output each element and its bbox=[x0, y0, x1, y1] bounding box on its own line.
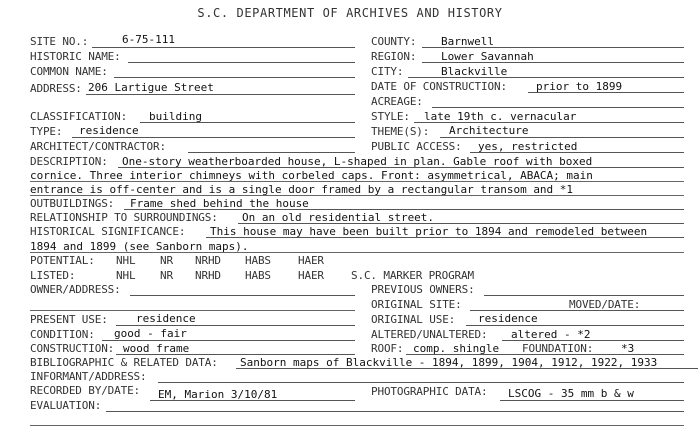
divider bbox=[502, 340, 684, 341]
divider bbox=[92, 47, 355, 48]
historic-name-label: HISTORIC NAME: bbox=[30, 50, 121, 63]
divider bbox=[238, 223, 684, 224]
divider bbox=[150, 400, 355, 401]
acreage-label: ACREAGE: bbox=[371, 95, 423, 108]
description-line-3: entrance is off-center and is a single door framed by a rectangular transom and *1 bbox=[30, 183, 574, 196]
divider bbox=[116, 325, 355, 326]
condition-value: good - fair bbox=[114, 327, 187, 340]
divider bbox=[30, 425, 684, 426]
date-of-construction-label: DATE OF CONSTRUCTION: bbox=[371, 80, 507, 93]
condition-label: CONDITION: bbox=[30, 328, 95, 341]
classification-label: CLASSIFICATION: bbox=[30, 110, 128, 123]
divider bbox=[422, 62, 684, 63]
moved-date-label: MOVED/DATE: bbox=[569, 298, 641, 311]
foundation-label: FOUNDATION: bbox=[522, 342, 594, 355]
divider bbox=[118, 167, 684, 168]
page-title: S.C. DEPARTMENT OF ARCHIVES AND HISTORY bbox=[197, 6, 503, 20]
architect-label: ARCHITECT/CONTRACTOR: bbox=[30, 140, 166, 153]
potential-nhl: NHL bbox=[116, 254, 136, 267]
listed-nr: NR bbox=[160, 269, 173, 282]
marker-program-label: S.C. MARKER PROGRAM bbox=[351, 269, 474, 282]
divider bbox=[484, 295, 684, 296]
bibliographic-label: BIBLIOGRAPHIC & RELATED DATA: bbox=[30, 356, 218, 369]
type-value: residence bbox=[79, 124, 139, 137]
divider bbox=[128, 62, 355, 63]
roof-label: ROOF: bbox=[371, 342, 404, 355]
outbuildings-label: OUTBUILDINGS: bbox=[30, 197, 115, 210]
site-no-label: SITE NO.: bbox=[30, 35, 89, 48]
listed-label: LISTED: bbox=[30, 269, 76, 282]
roof-value: comp. shingle bbox=[413, 342, 500, 355]
recorded-by-label: RECORDED BY/DATE: bbox=[30, 384, 141, 397]
outbuildings-value: Frame shed behind the house bbox=[130, 197, 309, 210]
divider bbox=[466, 325, 684, 326]
construction-value: wood frame bbox=[123, 342, 190, 355]
address-value: 206 Lartigue Street bbox=[88, 81, 214, 94]
common-name-label: COMMON NAME: bbox=[30, 65, 108, 78]
region-label: REGION: bbox=[371, 50, 417, 63]
city-label: CITY: bbox=[371, 65, 404, 78]
listed-nhl: NHL bbox=[116, 269, 136, 282]
classification-value: building bbox=[149, 110, 202, 123]
divider bbox=[470, 310, 684, 311]
owner-address-label: OWNER/ADDRESS: bbox=[30, 283, 121, 296]
potential-haer: HAER bbox=[298, 254, 324, 267]
relationship-value: On an old residential street. bbox=[242, 211, 435, 224]
divider bbox=[106, 411, 684, 412]
themes-label: THEME(S): bbox=[371, 125, 430, 138]
recorded-by-value: EM, Marion 3/10/81 bbox=[158, 388, 278, 401]
significance-line-2: 1894 and 1899 (see Sanborn maps). bbox=[30, 240, 249, 253]
city-value: Blackville bbox=[441, 65, 508, 78]
divider bbox=[72, 137, 355, 138]
divider bbox=[236, 368, 698, 369]
informant-label: INFORMANT/ADDRESS: bbox=[30, 370, 147, 383]
original-use-label: ORIGINAL USE: bbox=[371, 313, 456, 326]
address-label: ADDRESS: bbox=[30, 82, 82, 95]
photographic-data-value: LSCOG - 35 mm b & w bbox=[508, 387, 634, 400]
description-label: DESCRIPTION: bbox=[30, 155, 108, 168]
divider bbox=[30, 195, 684, 196]
photographic-data-label: PHOTOGRAPHIC DATA: bbox=[371, 385, 488, 398]
evaluation-label: EVALUATION: bbox=[30, 399, 102, 412]
divider bbox=[140, 122, 355, 123]
bibliographic-value: Sanborn maps of Blackville - 1894, 1899, 1904, 1912, 1922, 1933 bbox=[240, 356, 658, 369]
listed-nrhd: NRHD bbox=[195, 269, 221, 282]
construction-label: CONSTRUCTION: bbox=[30, 342, 115, 355]
description-line-2: cornice. Three interior chimneys with corbeled caps. Front: asymmetrical, ABACA; main bbox=[30, 169, 593, 182]
altered-value: altered - *2 bbox=[511, 328, 591, 341]
significance-label: HISTORICAL SIGNIFICANCE: bbox=[30, 225, 186, 238]
relationship-label: RELATIONSHIP TO SURROUNDINGS: bbox=[30, 211, 218, 224]
divider bbox=[124, 209, 684, 210]
divider bbox=[406, 354, 684, 355]
description-line-1: One-story weatherboarded house, L-shaped in plan. Gable roof with boxed bbox=[122, 155, 593, 168]
divider bbox=[130, 295, 355, 296]
altered-label: ALTERED/UNALTERED: bbox=[371, 328, 488, 341]
potential-habs: HABS bbox=[245, 254, 271, 267]
type-label: TYPE: bbox=[30, 125, 63, 138]
present-use-label: PRESENT USE: bbox=[30, 313, 108, 326]
listed-habs: HABS bbox=[245, 269, 271, 282]
divider bbox=[470, 152, 684, 153]
region-value: Lower Savannah bbox=[441, 50, 534, 63]
divider bbox=[158, 382, 684, 383]
original-use-value: residence bbox=[478, 312, 538, 325]
divider bbox=[206, 237, 684, 238]
divider bbox=[30, 310, 355, 311]
themes-value: Architecture bbox=[449, 124, 529, 137]
divider bbox=[30, 252, 684, 253]
potential-nrhd: NRHD bbox=[195, 254, 221, 267]
public-access-value: yes, restricted bbox=[478, 140, 578, 153]
divider bbox=[116, 354, 355, 355]
county-label: COUNTY: bbox=[371, 35, 417, 48]
public-access-label: PUBLIC ACCESS: bbox=[371, 140, 462, 153]
foundation-value: *3 bbox=[621, 342, 635, 355]
original-site-label: ORIGINAL SITE: bbox=[371, 298, 462, 311]
divider bbox=[440, 137, 684, 138]
listed-haer: HAER bbox=[298, 269, 324, 282]
significance-line-1: This house may have been built prior to 1894 and remodeled between bbox=[210, 225, 648, 238]
potential-nr: NR bbox=[160, 254, 173, 267]
divider bbox=[528, 92, 684, 93]
style-value: late 19th c. vernacular bbox=[424, 110, 577, 123]
divider bbox=[102, 340, 355, 341]
divider bbox=[422, 47, 684, 48]
divider bbox=[188, 152, 355, 153]
divider bbox=[114, 77, 355, 78]
divider bbox=[86, 94, 355, 95]
potential-label: POTENTIAL: bbox=[30, 254, 95, 267]
divider bbox=[432, 107, 684, 108]
previous-owners-label: PREVIOUS OWNERS: bbox=[371, 283, 475, 296]
divider bbox=[500, 400, 684, 401]
divider bbox=[414, 122, 684, 123]
date-of-construction-value: prior to 1899 bbox=[536, 80, 623, 93]
divider bbox=[408, 77, 684, 78]
divider bbox=[30, 181, 684, 182]
present-use-value: residence bbox=[136, 312, 196, 325]
style-label: STYLE: bbox=[371, 110, 410, 123]
site-no-value: 6-75-111 bbox=[122, 33, 175, 46]
county-value: Barnwell bbox=[441, 35, 494, 48]
